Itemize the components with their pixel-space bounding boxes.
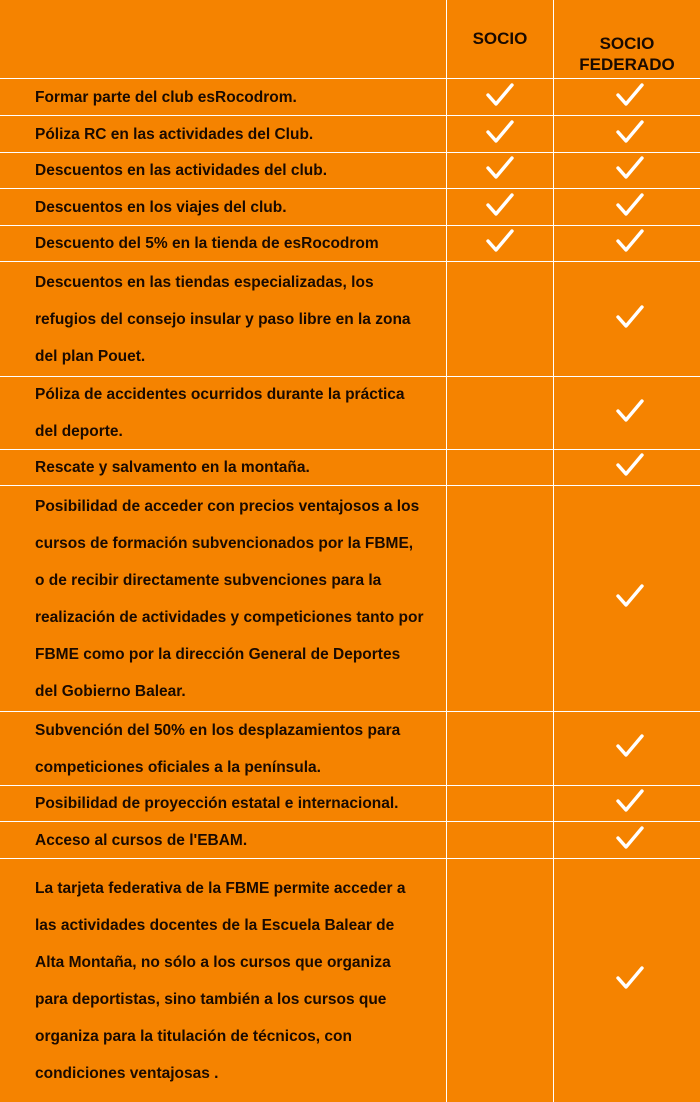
checkmark-icon — [609, 788, 645, 819]
socio-federado-cell — [554, 486, 700, 712]
benefit-cell — [0, 79, 447, 116]
benefit-text: Descuentos en los viajes del club. — [35, 198, 287, 216]
benefit-cell — [0, 262, 447, 377]
benefit-text: Descuentos en las tiendas especializadas, los refugios del consejo insular y paso libre en la zona del plan Pouet. — [35, 273, 411, 365]
checkmark-icon — [609, 583, 645, 614]
benefit-text: Formar parte del club esRocodrom. — [35, 88, 297, 106]
socio-cell — [447, 822, 554, 859]
socio-cell — [447, 153, 554, 189]
header-federado-line1: SOCIO — [599, 34, 655, 53]
checkmark-icon — [485, 192, 515, 223]
checkmark-icon — [609, 119, 645, 150]
checkmark-icon — [609, 733, 645, 764]
socio-cell — [447, 189, 554, 226]
benefit-text: Descuento del 5% en la tienda de esRocodrom — [35, 235, 379, 252]
socio-federado-cell — [554, 189, 700, 226]
socio-federado-cell — [554, 153, 700, 189]
socio-federado-cell — [554, 450, 700, 486]
socio-cell — [447, 712, 554, 786]
benefit-text: Subvención del 50% en los desplazamientos para competiciones oficiales a la península. — [35, 721, 401, 776]
socio-cell — [447, 79, 554, 116]
socio-cell — [447, 786, 554, 822]
header-socio — [447, 0, 554, 79]
checkmark-icon — [609, 155, 645, 186]
socio-federado-cell — [554, 822, 700, 859]
benefit-cell — [0, 786, 447, 822]
benefit-cell — [0, 859, 447, 1102]
benefit-cell — [0, 712, 447, 786]
socio-cell — [447, 262, 554, 377]
socio-federado-cell — [554, 377, 700, 450]
benefit-cell — [0, 822, 447, 859]
socio-federado-cell — [554, 859, 700, 1102]
benefit-cell — [0, 116, 447, 153]
socio-federado-cell — [554, 226, 700, 262]
benefit-cell — [0, 153, 447, 189]
benefit-cell — [0, 450, 447, 486]
header-benefit-cell — [0, 0, 447, 79]
socio-cell — [447, 377, 554, 450]
socio-federado-cell — [554, 262, 700, 377]
checkmark-icon — [609, 398, 645, 429]
checkmark-icon — [609, 452, 645, 483]
checkmark-icon — [609, 192, 645, 223]
socio-cell — [447, 486, 554, 712]
socio-federado-cell — [554, 712, 700, 786]
checkmark-icon — [485, 228, 515, 259]
benefit-text: Póliza RC en las actividades del Club. — [35, 125, 314, 143]
header-socio-label: SOCIO — [472, 29, 528, 48]
benefit-text: Descuentos en las actividades del club. — [35, 162, 328, 179]
benefit-cell — [0, 189, 447, 226]
benefit-cell — [0, 377, 447, 450]
socio-federado-cell — [554, 79, 700, 116]
checkmark-icon — [485, 119, 515, 150]
benefit-cell — [0, 486, 447, 712]
socio-cell — [447, 116, 554, 153]
benefit-text: Póliza de accidentes ocurridos durante la práctica del deporte. — [35, 386, 405, 440]
benefit-text: Posibilidad de proyección estatal e internacional. — [35, 795, 399, 812]
socio-cell — [447, 859, 554, 1102]
socio-cell — [447, 226, 554, 262]
checkmark-icon — [609, 304, 645, 335]
checkmark-icon — [609, 228, 645, 259]
benefit-text: Acceso al cursos de l'EBAM. — [35, 831, 248, 849]
socio-federado-cell — [554, 786, 700, 822]
header-socio-federado — [554, 0, 700, 79]
socio-cell — [447, 450, 554, 486]
benefit-text: Rescate y salvamento en la montaña. — [35, 459, 310, 476]
benefit-cell — [0, 226, 447, 262]
header-federado-line2: FEDERADO — [579, 55, 675, 74]
checkmark-icon — [609, 965, 645, 996]
socio-federado-cell — [554, 116, 700, 153]
benefit-text: Posibilidad de acceder con precios ventajosos a los cursos de formación subvencionados por la FBME, o de recibir directamente subvenciones para la realización de actividades y competiciones tanto por FBME como por la dirección General de Deportes del Gobierno Balear. — [35, 497, 424, 700]
checkmark-icon — [485, 82, 515, 113]
checkmark-icon — [609, 82, 645, 113]
checkmark-icon — [609, 825, 645, 856]
checkmark-icon — [485, 155, 515, 186]
benefit-text: La tarjeta federativa de la FBME permite acceder a las actividades docentes de la Escuela Balear de Alta Montaña, no sólo a los cursos que organiza para deportistas, sino también a los cursos que organiza para la titulación de técnicos, con condiciones ventajosas . — [35, 879, 406, 1082]
